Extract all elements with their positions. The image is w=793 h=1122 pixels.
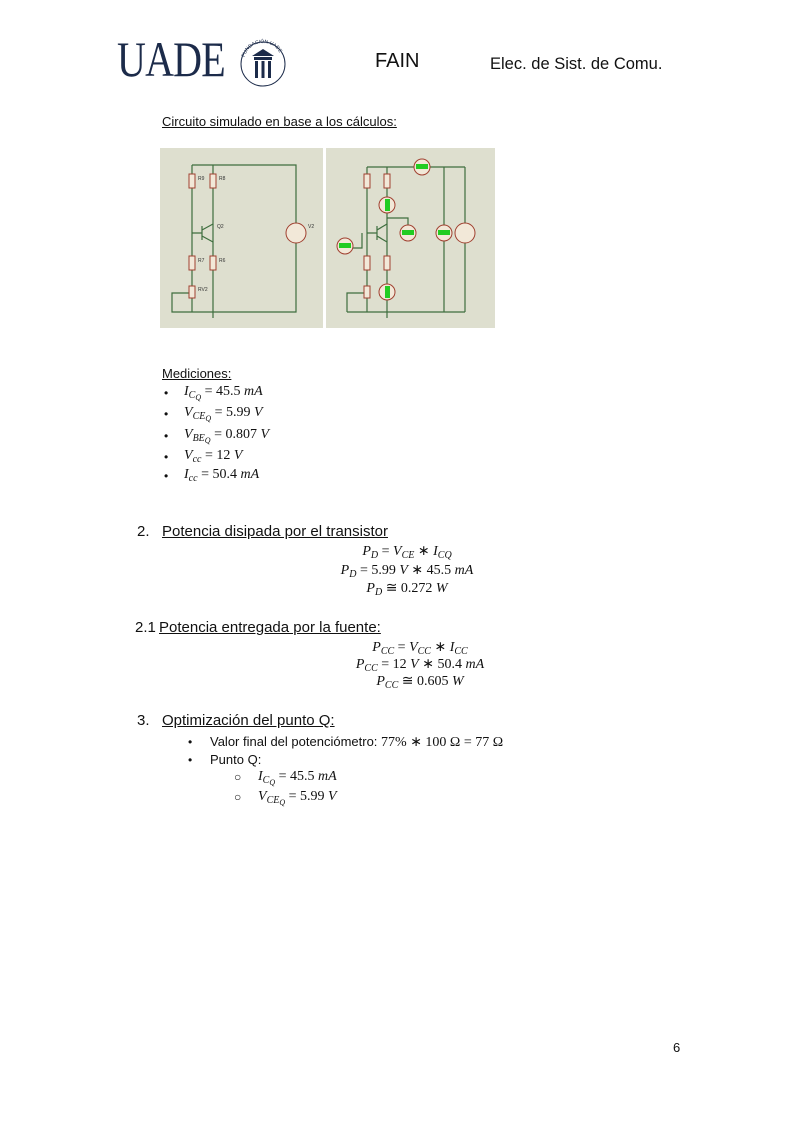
section-3-number: 3.: [137, 712, 150, 729]
math-token: [394, 640, 409, 655]
subscript-text: D: [349, 569, 357, 580]
math-symbol: ≅ 0.605: [398, 674, 452, 689]
page-number: 6: [673, 1040, 681, 1055]
math-symbol: I: [184, 467, 189, 482]
math-token: [211, 427, 261, 442]
math-symbol: ∗: [414, 544, 434, 559]
measurement-item: [184, 384, 263, 400]
math-symbol: V: [184, 405, 193, 420]
subscript-text: CE: [266, 795, 280, 806]
subscript-text: CC: [384, 680, 399, 691]
section-2-1-number: 2.1: [135, 619, 156, 636]
subscript-text: CQ: [437, 550, 452, 561]
math-token: [328, 789, 337, 804]
math-symbol: = 50.4: [197, 467, 241, 482]
label-rv2: RV2: [198, 287, 208, 293]
label-r9: R9: [198, 176, 205, 182]
math-token: [465, 657, 484, 672]
power-supplied-formula: [356, 656, 484, 673]
math-symbol: ∗ 50.4: [418, 657, 466, 672]
bullet: •: [188, 735, 193, 749]
power-dissipated-formula: [341, 562, 474, 579]
math-symbol: mA: [465, 657, 485, 672]
math-symbol: =: [394, 640, 410, 655]
math-token: [184, 384, 202, 402]
bullet: •: [164, 450, 169, 464]
math-symbol: I: [449, 640, 455, 655]
math-symbol: = 0.807: [210, 427, 261, 442]
math-token: [260, 427, 269, 442]
math-symbol: V: [184, 448, 193, 463]
math-subscript: [385, 680, 398, 691]
subscript-text: CE: [401, 550, 415, 561]
math-subscript: [189, 390, 201, 401]
math-symbol: V: [328, 789, 337, 804]
power-dissipated-formula: [366, 580, 447, 597]
subscript-text: CC: [364, 663, 378, 674]
math-token: [275, 769, 318, 784]
math-token: [184, 448, 201, 463]
subscript-text: BE: [192, 433, 205, 444]
math-token: [211, 405, 254, 420]
math-token: [366, 581, 382, 596]
math-token: [184, 427, 211, 445]
figure-caption: Circuito simulado en base a los cálculos:: [162, 114, 397, 129]
bullet: •: [164, 407, 169, 421]
label-q2: Q2: [217, 224, 224, 230]
q-point-label: Punto Q:: [210, 752, 262, 767]
section-2-1-title: Potencia entregada por la fuente:: [159, 619, 381, 636]
math-token: [455, 563, 474, 578]
section-2-title: Potencia disipada por el transistor: [162, 523, 388, 540]
math-sub-subscript: Q: [279, 798, 286, 807]
faculty-label: FAIN: [375, 50, 420, 72]
course-label: Elec. de Sist. de Comu.: [490, 55, 663, 73]
math-symbol: V: [260, 427, 270, 442]
math-token: [244, 384, 263, 399]
math-subscript: [349, 569, 356, 580]
math-symbol: ∗ 45.5: [407, 563, 455, 578]
math-subscript: [371, 550, 378, 561]
math-symbol: V: [258, 789, 267, 804]
math-symbol: V: [393, 544, 402, 559]
math-symbol: P: [340, 563, 350, 578]
math-subscript: [263, 775, 275, 786]
math-token: [376, 674, 398, 689]
measurement-item: [184, 405, 263, 421]
math-symbol: mA: [244, 384, 263, 399]
math-sub-subscript: Q: [204, 436, 211, 445]
math-token: [381, 735, 503, 750]
math-symbol: V: [254, 405, 263, 420]
math-token: [258, 769, 276, 787]
math-symbol: V: [409, 640, 418, 655]
pot-formula: [381, 735, 503, 750]
math-token: [431, 640, 450, 655]
math-token: [393, 544, 414, 559]
label-r8: R8: [219, 176, 226, 182]
math-symbol: V: [184, 427, 193, 442]
math-symbol: mA: [240, 467, 260, 482]
bullet: •: [188, 753, 193, 767]
power-supplied-formula: [372, 639, 467, 656]
subscript-text: CC: [417, 646, 431, 657]
bullet: ○: [234, 770, 242, 784]
math-token: [410, 657, 419, 672]
bullet: ○: [234, 790, 242, 804]
math-token: [362, 544, 378, 559]
math-symbol: ≅ 0.272: [382, 581, 436, 596]
math-token: [356, 563, 399, 578]
math-sub-subscript: Q: [195, 393, 202, 402]
math-symbol: = 12: [201, 448, 234, 463]
math-symbol: P: [355, 657, 365, 672]
power-dissipated-formula: [362, 543, 451, 560]
math-subscript: [193, 411, 212, 422]
math-token: [414, 544, 433, 559]
bullet: •: [164, 429, 169, 443]
math-token: [356, 657, 378, 672]
math-subscript: [193, 433, 211, 444]
math-symbol: P: [376, 674, 385, 689]
math-symbol: 77% ∗ 100 Ω = 77 Ω: [381, 735, 504, 750]
measurements-title: Mediciones:: [162, 366, 232, 381]
math-symbol: V: [233, 448, 243, 463]
subscript-text: cc: [192, 454, 202, 465]
math-token: [372, 640, 394, 655]
math-symbol: = 45.5: [275, 769, 319, 784]
math-token: [201, 448, 233, 463]
math-symbol: I: [433, 544, 438, 559]
subscript-text: C: [188, 390, 196, 401]
math-subscript: [267, 795, 286, 806]
svg-text:FUNDACIÓN UADE: FUNDACIÓN UADE: [240, 38, 284, 58]
math-token: [184, 467, 198, 482]
math-symbol: = 5.99: [356, 563, 400, 578]
math-token: [378, 544, 393, 559]
fundacion-uade-seal: [236, 36, 290, 90]
subscript-text: D: [374, 587, 383, 598]
math-token: [184, 405, 212, 423]
math-token: [450, 640, 468, 655]
math-token: [201, 384, 244, 399]
math-symbol: I: [258, 769, 263, 784]
math-symbol: = 12: [377, 657, 411, 672]
q-point-item: [258, 789, 337, 805]
subscript-text: CC: [454, 646, 468, 657]
section-3-title: Optimización del punto Q:: [162, 712, 335, 729]
math-token: [433, 544, 452, 559]
math-token: [452, 674, 464, 689]
math-token: [419, 657, 466, 672]
pot-final-value: [210, 734, 503, 751]
math-symbol: P: [372, 640, 381, 655]
math-symbol: P: [362, 544, 371, 559]
math-symbol: = 5.99: [285, 789, 329, 804]
measurement-item: [184, 427, 269, 443]
math-token: [399, 563, 408, 578]
math-sub-subscript: Q: [269, 778, 276, 787]
math-token: [382, 581, 436, 596]
math-symbol: P: [366, 581, 375, 596]
math-token: [318, 769, 337, 784]
math-token: [408, 563, 455, 578]
math-symbol: mA: [454, 563, 474, 578]
bullet: •: [164, 386, 169, 400]
circuit-simulation-image: [160, 148, 495, 328]
math-token: [240, 467, 259, 482]
label-r6: R6: [219, 258, 226, 264]
subscript-text: D: [370, 550, 379, 561]
label-v2: V2: [308, 224, 315, 230]
math-token: [234, 448, 243, 463]
math-token: [258, 789, 286, 807]
subscript-text: CE: [192, 411, 206, 422]
math-token: [341, 563, 357, 578]
math-symbol: mA: [318, 769, 337, 784]
math-subscript: [189, 473, 198, 484]
math-symbol: = 5.99: [211, 405, 255, 420]
math-symbol: W: [451, 674, 464, 689]
math-symbol: W: [435, 581, 448, 596]
measurement-item: [184, 467, 259, 483]
math-subscript: [438, 550, 452, 561]
measurement-item: [184, 448, 242, 464]
math-symbol: V: [399, 563, 408, 578]
math-symbol: = 45.5: [201, 384, 245, 399]
subscript-text: C: [262, 775, 270, 786]
bullet: •: [164, 469, 169, 483]
math-subscript: [402, 550, 415, 561]
math-token: [254, 405, 263, 420]
math-symbol: =: [378, 544, 394, 559]
uade-logo: UADE: [117, 31, 225, 87]
math-token: [378, 657, 410, 672]
math-subscript: [375, 587, 382, 598]
math-token: [409, 640, 431, 655]
math-symbol: V: [410, 657, 419, 672]
label-r7: R7: [198, 258, 205, 264]
math-token: [436, 581, 448, 596]
section-2-number: 2.: [137, 523, 150, 540]
q-point-item: [258, 769, 337, 785]
power-supplied-formula: [376, 673, 463, 690]
math-token: [198, 467, 241, 482]
math-sub-subscript: Q: [205, 414, 212, 423]
math-token: [398, 674, 452, 689]
math-symbol: I: [184, 384, 189, 399]
subscript-text: CC: [380, 646, 395, 657]
subscript-text: cc: [188, 473, 198, 484]
math-token: [285, 789, 328, 804]
pot-label: Valor final del potenciómetro:: [210, 734, 382, 749]
math-symbol: ∗: [430, 640, 450, 655]
